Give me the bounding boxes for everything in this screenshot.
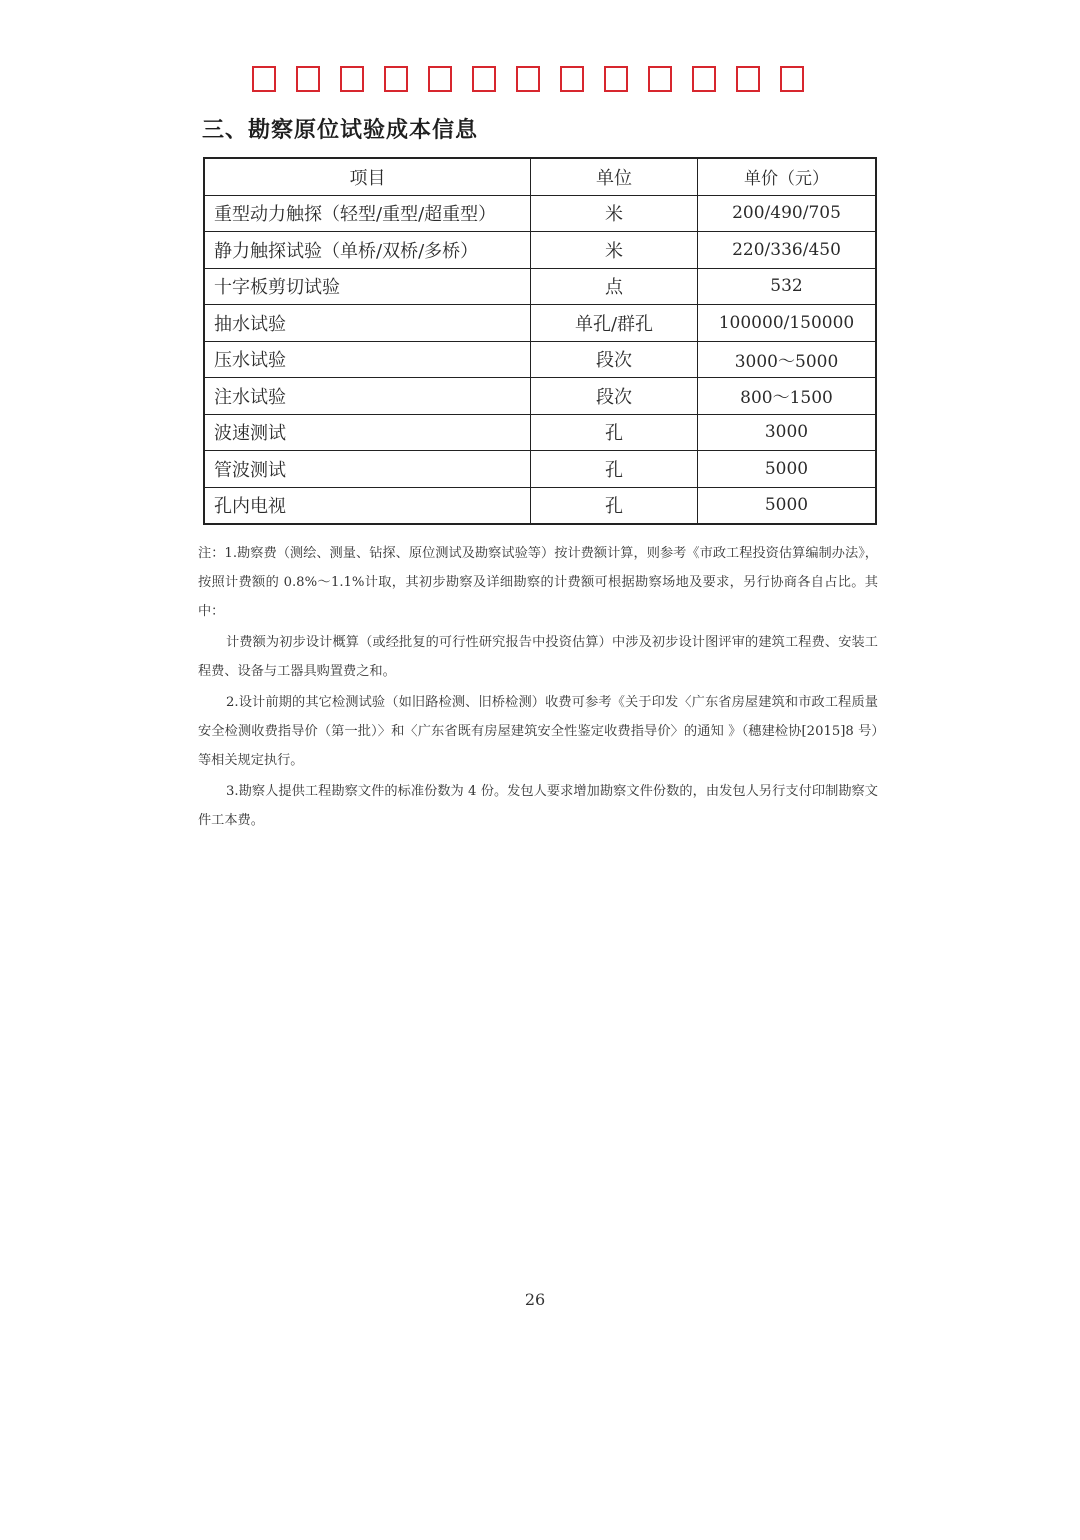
table-row — [204, 195, 876, 232]
red-box — [560, 66, 584, 92]
header-price: 单价（元） — [698, 158, 877, 195]
table-row — [204, 268, 876, 305]
red-box — [692, 66, 716, 92]
cell-unit: 点 — [531, 268, 698, 305]
cell-unit: 孔 — [531, 451, 698, 488]
page-number: 26 — [524, 1290, 546, 1309]
cell-unit: 米 — [531, 232, 698, 269]
cost-table — [203, 157, 877, 525]
table-row — [204, 487, 876, 524]
cell-item: 孔内电视 — [204, 487, 531, 524]
cell-item: 抽水试验 — [204, 305, 531, 342]
red-box — [384, 66, 408, 92]
cell-unit: 米 — [531, 195, 698, 232]
cell-price: 220/336/450 — [698, 232, 877, 269]
header-item: 项目 — [204, 158, 531, 195]
cell-unit: 孔 — [531, 414, 698, 451]
cell-price: 5000 — [698, 487, 877, 524]
table-row — [204, 414, 876, 451]
cell-item: 十字板剪切试验 — [204, 268, 531, 305]
red-box — [296, 66, 320, 92]
cell-item: 重型动力触探（轻型/重型/超重型） — [204, 195, 531, 232]
cell-unit: 单孔/群孔 — [531, 305, 698, 342]
cell-price: 3000 — [698, 414, 877, 451]
cell-item: 波速测试 — [204, 414, 531, 451]
cell-price: 5000 — [698, 451, 877, 488]
cell-price: 800～1500 — [698, 378, 877, 415]
note-paragraph: 2.设计前期的其它检测试验（如旧路检测、旧桥检测）收费可参考《关于印发〈广东省房屋建筑和市政工程质量安全检测收费指导价（第一批）〉和〈广东省既有房屋建筑安全性鉴定收费指导价〉的通知 》（穗建检协[2015]8 号）等相关规定执行。 — [198, 695, 878, 768]
red-box — [604, 66, 628, 92]
note-paragraph: 3.勘察人提供工程勘察文件的标准份数为 4 份。发包人要求增加勘察文件份数的，由发包人另行支付印制勘察文件工本费。 — [198, 784, 878, 828]
cell-unit: 段次 — [531, 378, 698, 415]
red-box-stamp — [252, 66, 804, 92]
cell-price: 200/490/705 — [698, 195, 877, 232]
cell-unit: 孔 — [531, 487, 698, 524]
cell-item: 压水试验 — [204, 341, 531, 378]
red-box — [648, 66, 672, 92]
cell-item: 管波测试 — [204, 451, 531, 488]
note-paragraph: 计费额为初步设计概算（或经批复的可行性研究报告中投资估算）中涉及初步设计图评审的建筑工程费、安装工程费、设备与工器具购置费之和。 — [198, 635, 878, 679]
red-box — [428, 66, 452, 92]
red-box — [780, 66, 804, 92]
table-row — [204, 378, 876, 415]
note-paragraph: 注：1.勘察费（测绘、测量、钻探、原位测试及勘察试验等）按计费额计算，则参考《市政工程投资估算编制办法》，按照计费额的 0.8%～1.1%计取，其初步勘察及详细勘察的计费额可根据勘察场地及要求，另行协商各自占比。其中： — [198, 546, 878, 619]
section-heading: 三、勘察原位试验成本信息 — [202, 118, 479, 143]
cell-unit: 段次 — [531, 341, 698, 378]
cell-item: 静力触探试验（单桥/双桥/多桥） — [204, 232, 531, 269]
red-box — [472, 66, 496, 92]
cell-price: 3000～5000 — [698, 341, 877, 378]
table-row — [204, 232, 876, 269]
cell-price: 532 — [698, 268, 877, 305]
red-box — [340, 66, 364, 92]
table-header-row — [204, 158, 876, 195]
notes-block — [198, 539, 878, 835]
table-row — [204, 451, 876, 488]
red-box — [252, 66, 276, 92]
header-unit: 单位 — [531, 158, 698, 195]
red-box — [736, 66, 760, 92]
cell-item: 注水试验 — [204, 378, 531, 415]
table-row — [204, 305, 876, 342]
table-row — [204, 341, 876, 378]
cell-price: 100000/150000 — [698, 305, 877, 342]
red-box — [516, 66, 540, 92]
